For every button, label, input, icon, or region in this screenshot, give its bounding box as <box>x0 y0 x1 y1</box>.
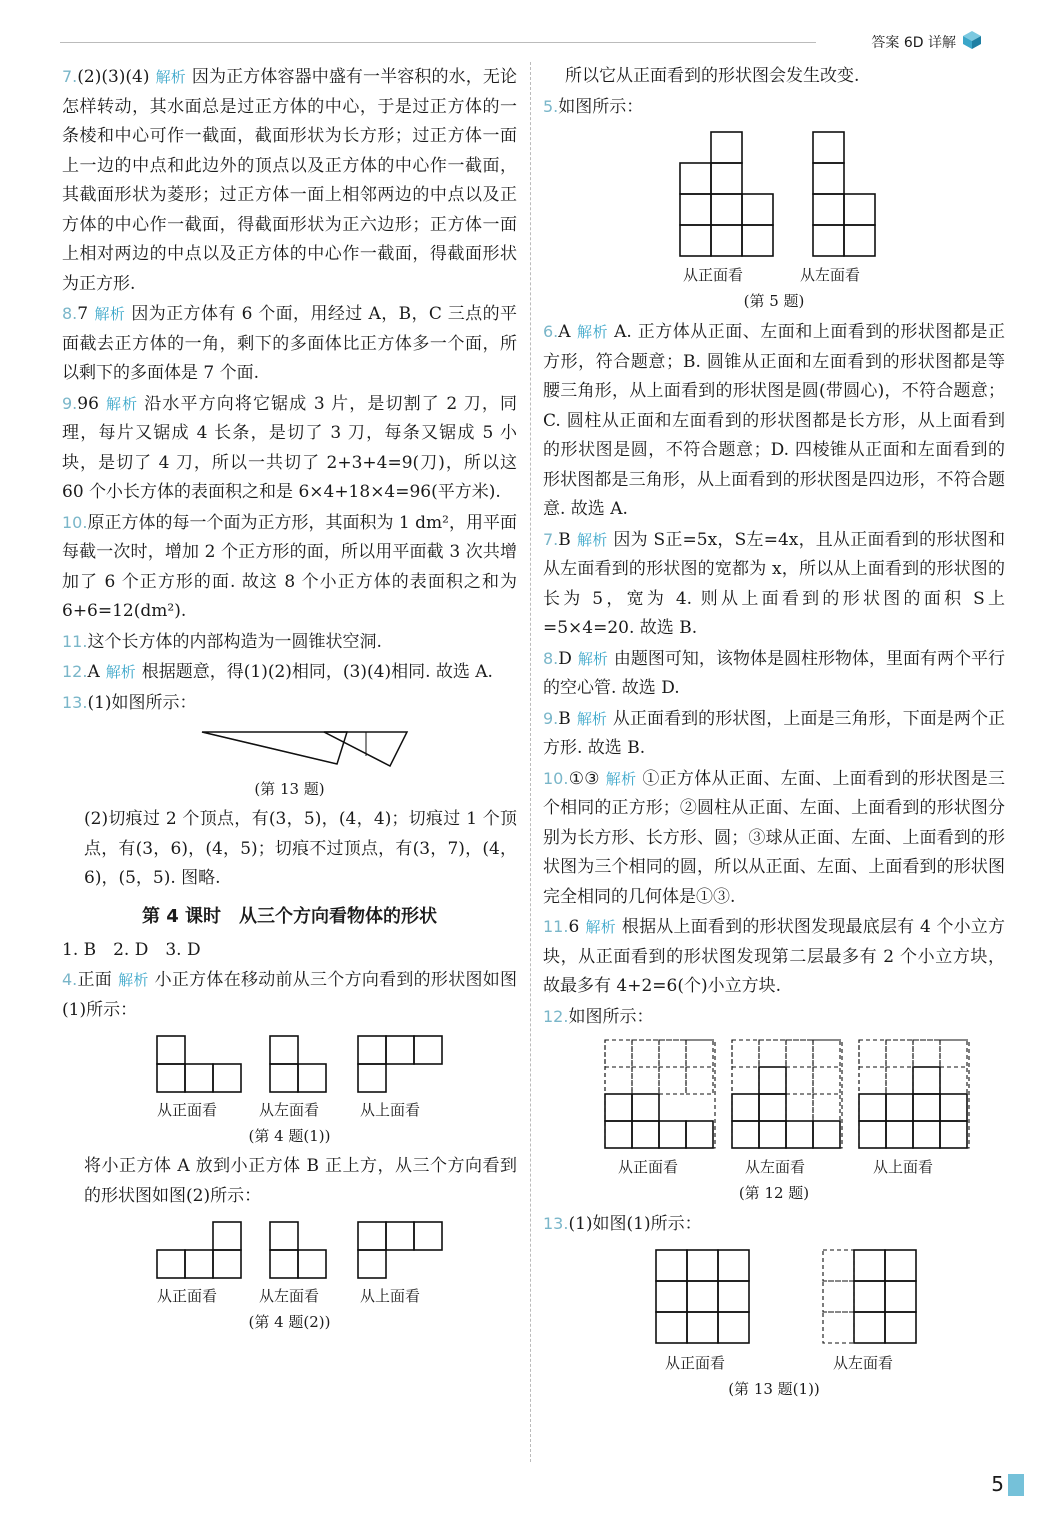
label-front: 从正面看 <box>157 1287 218 1305</box>
figure-13-1-labels <box>543 1352 1005 1376</box>
answer-left-12: 12.A 解析 根据题意，得(1)(2)相同，(3)(4)相同. 故选 A. <box>62 662 493 682</box>
answer-left-13: 13.(1)如图所示： <box>62 692 197 713</box>
answer-right-7: 7.B 解析 因为 S正=5x，S左=4x，且从正面看到的形状图和从左面看到的形状图的宽都为 x，所以从上面看到的形状图的长为 5，宽为 4. 则从上面看到的形状图的面积 S上=5×4=20. 故选 B. <box>543 529 1005 638</box>
answer-right-11: 11.6 解析 根据从上面看到的形状图发现最底层有 4 个小立方块，从正面看到的形状图发现第二层最多有 2 个小立方块，故最多有 4+2=6(个)小立方块. <box>543 917 1005 996</box>
answer-right-continuation: 所以它从正面看到的形状图会发生改变. <box>565 66 860 86</box>
label-top: 从上面看 <box>360 1101 421 1119</box>
q4-2-front-view <box>157 1222 241 1278</box>
page-number: 5 <box>991 1472 1004 1496</box>
cube-logo-icon <box>962 30 982 50</box>
figure-4-2-labels <box>62 1285 517 1309</box>
figure-12 <box>543 1038 1005 1150</box>
answer-right-9: 9.B 解析 从正面看到的形状图，上面是三角形，下面是两个正方形. 故选 B. <box>543 708 1005 758</box>
q4-1-left-view <box>270 1036 326 1092</box>
right-column <box>543 62 1005 1405</box>
label-top: 从上面看 <box>360 1287 421 1305</box>
triangle-figure <box>62 724 517 772</box>
label-front: 从正面看 <box>683 266 744 284</box>
figure-4-2 <box>62 1217 517 1279</box>
column-divider <box>530 62 531 1462</box>
label-left: 从左面看 <box>259 1101 320 1119</box>
header-label: 答案 6D 详解 <box>871 35 956 51</box>
figure-4-1-labels <box>62 1099 517 1123</box>
answer-right-8: 8.D 解析 由题图可知，该物体是圆柱形物体，里面有两个平行的空心管. 故选 D. <box>543 648 1005 698</box>
label-top: 从上面看 <box>873 1158 934 1176</box>
answer-right-6: 6.A 解析 A. 正方体从正面、左面和上面看到的形状图都是正方形，符合题意；B. 圆锥从正面和左面看到的形状图都是等腰三角形，从上面看到的形状图是圆(带圆心)，不符合题意；C. 圆柱从正面和左面看到的形状图都是长方形，从上面看到的形状图是圆，不符合题意；D. 四棱锥从正面和左面看到的形状图都是三角形，从上面看到的形状图是四边形，不符合题意. 故选 A. <box>543 322 1005 519</box>
answer-left-10: 10.原正方体的每一个面为正方形，其面积为 1 dm²，用平面每截一次时，增加 2 个正方形的面，所以用平面截 3 次共增加了 6 个正方形的面. 故这 8 个小正方体的表面积之和为 6+6=12(dm²). <box>62 512 517 621</box>
figure-12-caption: (第 12 题) <box>738 1184 810 1202</box>
q12-front-view <box>605 1040 715 1148</box>
figure-13-triangles <box>62 724 517 772</box>
header-rule <box>60 42 816 43</box>
label-left: 从左面看 <box>259 1287 320 1305</box>
q4-2-left-view <box>270 1222 326 1278</box>
figure-5-labels <box>543 264 1005 288</box>
label-front: 从正面看 <box>157 1101 218 1119</box>
figure-12-labels <box>543 1156 1005 1180</box>
answer-left-13-part2: (2)切痕过 2 个顶点，有(3，5)，(4，4)；切痕过 1 个顶点，有(3，6)，(4，5)；切痕不过顶点，有(3，7)，(4，6)，(5，5). 图略. <box>84 809 517 888</box>
figure-5 <box>543 128 1005 258</box>
q4-1-front-view <box>157 1036 241 1092</box>
q13-left-view <box>823 1250 916 1343</box>
label-front: 从正面看 <box>665 1353 726 1372</box>
answers-1-3: 1. B 2. D 3. D <box>62 939 201 960</box>
figure-4-2-caption: (第 4 题(2)) <box>248 1313 331 1331</box>
answer-right-13: 13.(1)如图(1)所示： <box>543 1214 702 1234</box>
left-column <box>62 62 517 1338</box>
answer-left-9: 9.96 解析 沿水平方向将它锯成 3 片，是切割了 2 刀，同理，每片又锯成 4 长条，是切了 3 刀，每条又锯成 5 小块，是切了 4 刀，所以一共切了 2+3+4=9(刀)，所以这 60 个小长方体的表面积之和是 6×4+18×4=96(平方米). <box>62 393 517 502</box>
figure-13-1 <box>543 1246 1005 1346</box>
q4-1-top-view <box>358 1036 442 1092</box>
figure-13-1-caption: (第 13 题(1)) <box>728 1379 820 1398</box>
figure-13-caption: (第 13 题) <box>254 780 325 798</box>
figure-4-1-caption: (第 4 题(1)) <box>248 1127 331 1145</box>
figure-4-1 <box>62 1031 517 1093</box>
answer-left-4-part2: 将小正方体 A 放到小正方体 B 正上方，从三个方向看到的形状图如图(2)所示： <box>84 1156 517 1206</box>
page-tab <box>1008 1474 1024 1496</box>
label-front: 从正面看 <box>618 1158 679 1176</box>
q5-front-view <box>680 132 773 256</box>
page-header <box>60 30 1016 54</box>
answer-left-4: 4.正面 解析 小正方体在移动前从三个方向看到的形状图如图(1)所示： <box>62 970 517 1020</box>
answer-left-8: 8.7 解析 因为正方体有 6 个面，用经过 A，B，C 三点的平面截去正方体的一角，剩下的多面体比正方体多一个面，所以剩下的多面体是 7 个面. <box>62 304 517 383</box>
lesson-title: 第 4 课时 从三个方向看物体的形状 <box>141 905 438 927</box>
q12-left-view <box>732 1040 842 1148</box>
q13-front-view <box>656 1250 749 1343</box>
q5-left-view <box>813 132 875 256</box>
answer-left-11: 11.这个长方体的内部构造为一圆锥状空洞. <box>62 631 382 652</box>
figure-5-caption: (第 5 题) <box>743 292 805 310</box>
answer-right-10: 10.①③ 解析 ①正方体从正面、左面、上面看到的形状图是三个相同的正方形；②圆柱从正面、左面、上面看到的形状图分别为长方形、长方形、圆；③球从正面、左面、上面看到的形状图为三个相同的圆，所以从正面、左面、上面看到的形状图完全相同的几何体是①③. <box>543 768 1005 907</box>
answer-right-5: 5.如图所示： <box>543 96 644 117</box>
label-left: 从左面看 <box>800 266 861 284</box>
label-left: 从左面看 <box>833 1353 894 1372</box>
label-left: 从左面看 <box>745 1158 806 1176</box>
answer-left-7: 7.(2)(3)(4) 解析 因为正方体容器中盛有一半容积的水，无论怎样转动，其水面总是过正方体的中心，于是过正方体的一条棱和中心可作一截面，截面形状为长方形；过正方体一面上一边的中点和此边外的顶点以及正方体的中心作一截面，其截面形状为菱形；过正方体一面上相邻两边的中点以及正方体的中心作一截面，得截面形状为正六边形；正方体一面上相对两边的中点以及正方体的中心作一截面，得截面形状为正方形. <box>62 67 517 294</box>
answer-right-12: 12.如图所示： <box>543 1006 654 1027</box>
q4-2-top-view <box>358 1222 442 1278</box>
q12-top-view <box>859 1040 969 1148</box>
